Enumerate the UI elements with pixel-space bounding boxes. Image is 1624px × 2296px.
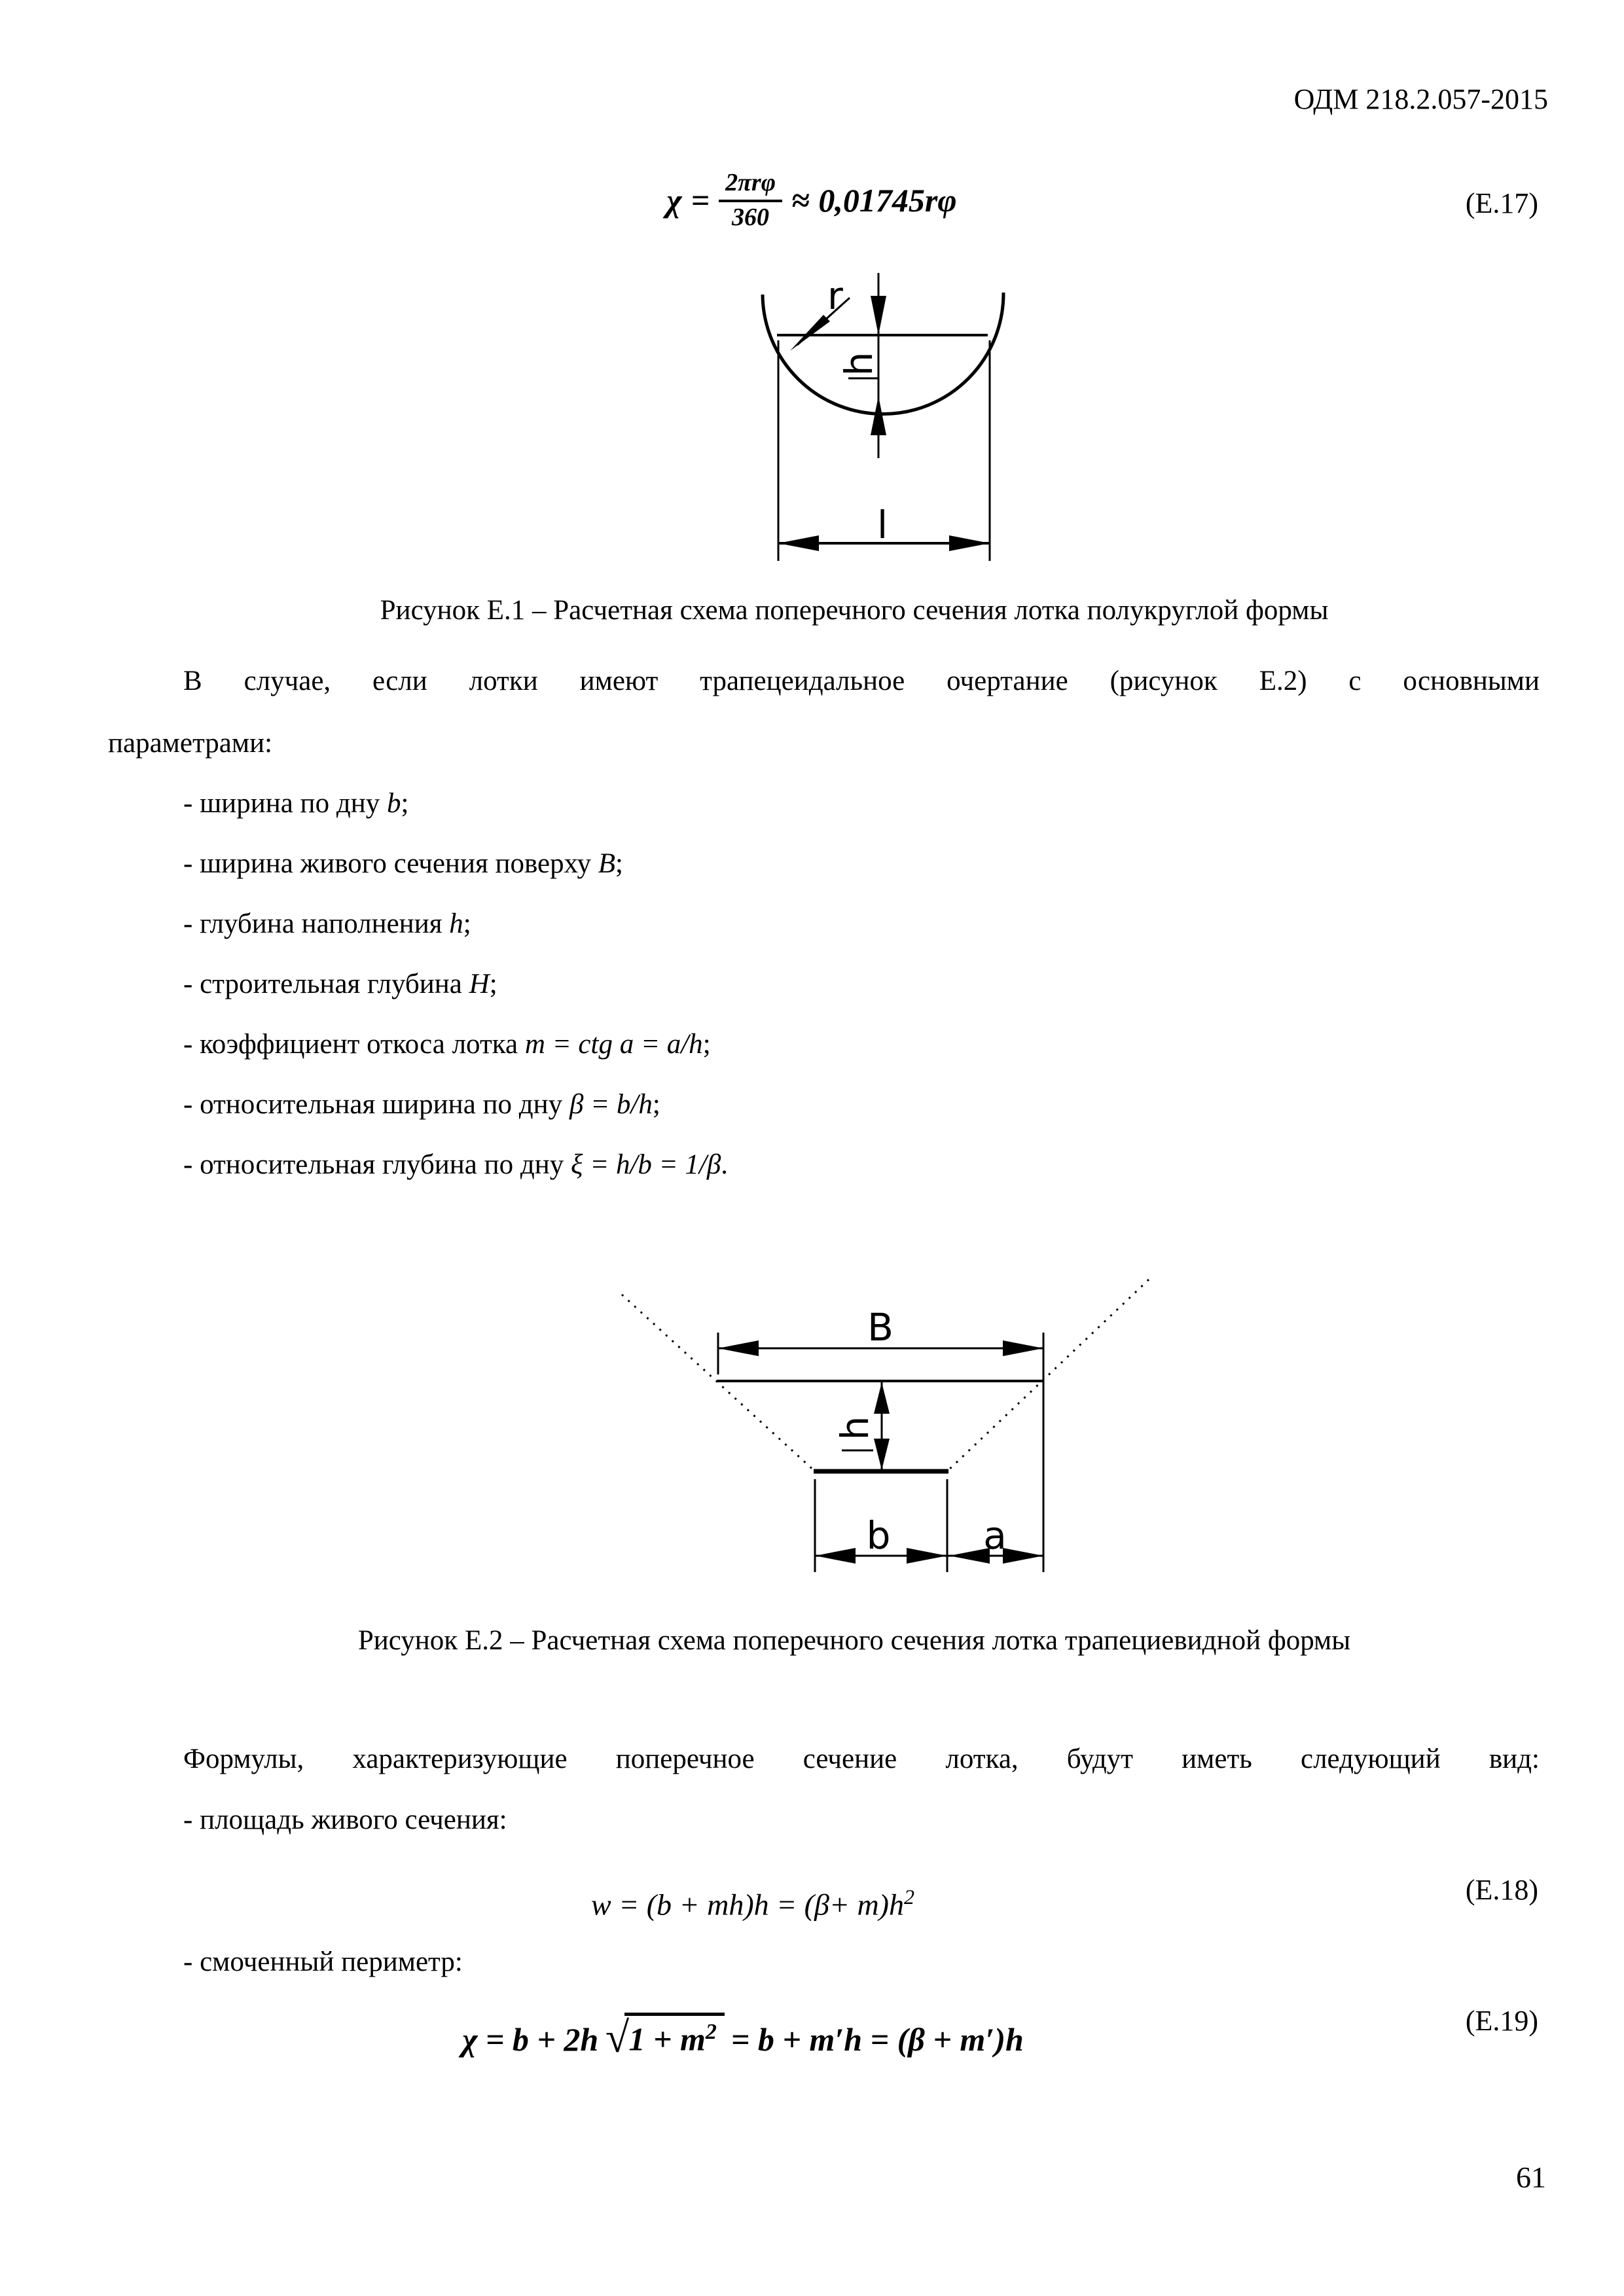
- list-item-punct: ;: [463, 908, 471, 939]
- formula-e17-chi: χ: [666, 182, 682, 219]
- list-item-math: m = ctg a = a/h: [524, 1029, 703, 1060]
- formula-e17-result: 0,01745rφ: [818, 182, 957, 219]
- list-item-math: H: [469, 969, 490, 999]
- formula-e17-denominator: 360: [732, 203, 770, 231]
- B-arrow-left-icon: [718, 1340, 759, 1356]
- page-number: 61: [1516, 2161, 1546, 2194]
- figure-e2-trapezoid-diagram: [556, 1270, 1185, 1584]
- l-arrow-right-icon: [949, 535, 990, 551]
- r-leader-arrow-icon: [790, 315, 830, 351]
- h-label-group: [833, 1416, 877, 1441]
- formula-e17-fraction: [719, 169, 782, 232]
- b-label: b: [866, 1513, 891, 1558]
- list-item-width-top: [183, 847, 623, 881]
- figure-e2-caption: Рисунок Е.2 – Расчетная схема поперечного сечения лотка трапециевидной формы: [357, 1625, 1351, 1656]
- list-item-punct: .: [721, 1149, 729, 1180]
- list-item-wetted-perimeter: - смоченный периметр:: [183, 1946, 463, 1977]
- formula-e17-approx: ≈: [791, 182, 810, 219]
- list-item-construction-depth: [183, 967, 497, 1001]
- list-item-text: - ширина живого сечения поверху: [183, 848, 598, 879]
- right-slope-line: [948, 1280, 1149, 1471]
- list-item-fill-depth: [183, 907, 471, 941]
- figure-e1-semicircular-diagram: [655, 249, 1047, 628]
- list-item-math: h: [449, 908, 463, 939]
- formula-e17-label: (Е.17): [1465, 187, 1538, 219]
- h-arrow-up-icon: [874, 1382, 890, 1414]
- formula-e17-equals: =: [691, 182, 710, 219]
- b-arrow-right-icon: [907, 1548, 947, 1564]
- list-item-text: - коэффициент откоса лотка: [183, 1029, 525, 1060]
- list-item-punct: ;: [702, 1029, 711, 1060]
- a-label: a: [983, 1513, 1007, 1558]
- B-arrow-right-icon: [1003, 1340, 1043, 1356]
- list-item-math: B: [598, 848, 616, 879]
- paragraph-trapezoid-intro-line1: В случае, если лотки имеют трапецеидальное очертание (рисунок Е.2) с основными: [183, 666, 1540, 696]
- list-item-flow-area: - площадь живого сечения:: [183, 1804, 507, 1835]
- radical-sign-icon: √: [605, 2014, 629, 2062]
- formula-e19-label: (Е.19): [1465, 2005, 1538, 2037]
- formula-e18-body: w = (b + mh)h = (β+ m)h: [591, 1888, 904, 1922]
- document-code: ОДМ 218.2.057-2015: [1293, 83, 1548, 115]
- a-arrow-right-icon: [1003, 1548, 1043, 1564]
- figure-e1-caption: Рисунок Е.1 – Расчетная схема поперечного сечения лотка полукруглой формы: [380, 595, 1329, 626]
- list-item-text: - относительная глубина по дну: [183, 1149, 571, 1180]
- B-label: B: [867, 1305, 893, 1350]
- list-item-punct: ;: [489, 969, 497, 999]
- list-item-math: ξ = h/b = 1/β: [571, 1149, 721, 1180]
- list-item-text: - строительная глубина: [183, 969, 469, 999]
- list-item-text: - относительная ширина по дну: [183, 1089, 569, 1120]
- paragraph-formulas-intro: Формулы, характеризующие поперечное сечение лотка, будут иметь следующий вид:: [183, 1744, 1540, 1774]
- list-item-text: - глубина наполнения: [183, 908, 450, 939]
- r-label: r: [827, 274, 843, 318]
- b-arrow-left-icon: [815, 1548, 856, 1564]
- list-item-punct: ;: [615, 848, 623, 879]
- h-label: h: [833, 1416, 877, 1441]
- h-label-group: [837, 352, 881, 376]
- h-arrow-down-icon: [874, 1439, 890, 1470]
- formula-e19-post: = b + m′h = (β + m′)h: [731, 2020, 1024, 2058]
- list-item-punct: ;: [652, 1089, 660, 1120]
- paragraph-trapezoid-intro-line2: параметрами:: [108, 728, 273, 759]
- h-arrow-down-icon: [871, 296, 886, 335]
- radicand-exponent: 2: [705, 2020, 717, 2044]
- formula-e19-radicand: [624, 2013, 724, 2058]
- radicand-text: 1 + m: [628, 2020, 706, 2058]
- h-label: h: [837, 351, 881, 376]
- l-label: l: [876, 503, 888, 547]
- list-item-punct: ;: [401, 788, 409, 819]
- list-item-width-bottom: [183, 787, 408, 821]
- formula-e19: [393, 2013, 1093, 2062]
- formula-e17-numerator: 2πrφ: [719, 169, 782, 202]
- list-item-text: - ширина по дну: [183, 788, 387, 819]
- list-item-relative-depth: [183, 1148, 728, 1182]
- left-slope-line: [622, 1295, 815, 1471]
- list-item-math: β = b/h: [569, 1089, 653, 1120]
- formula-e18-exponent: 2: [903, 1885, 914, 1909]
- formula-e19-pre: χ = b + 2h: [462, 2020, 599, 2058]
- list-item-relative-width: [183, 1088, 660, 1122]
- formula-e18: [458, 1885, 1047, 1922]
- l-arrow-left-icon: [778, 535, 819, 551]
- formula-e18-label: (Е.18): [1465, 1874, 1538, 1906]
- list-item-slope-coefficient: [183, 1028, 711, 1062]
- formula-e17: [524, 169, 1100, 232]
- formula-e19-radical: [605, 2013, 725, 2062]
- list-item-math: b: [386, 788, 401, 819]
